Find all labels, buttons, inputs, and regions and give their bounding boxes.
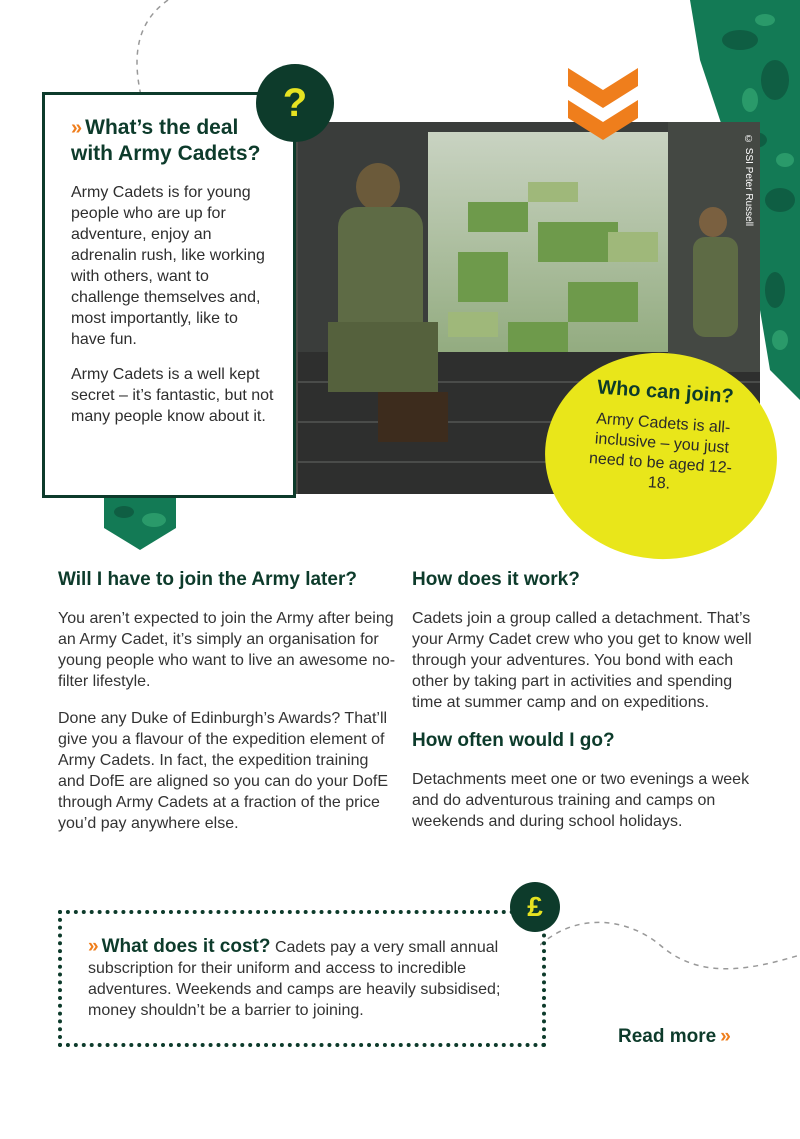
cost-box — [58, 910, 546, 1047]
how-it-works-paragraph: Cadets join a group called a detachment. That’s your Army Cadet crew who you get to know well through your adventures. You bond with each other by taking part in activities and spending time at summer camp and on expeditions. — [412, 610, 752, 711]
right-column — [412, 568, 762, 848]
who-title: Who can join? — [596, 376, 735, 408]
question-mark-icon: ? — [282, 80, 308, 125]
question-mark-badge — [256, 64, 334, 142]
double-arrow-icon: » — [720, 1026, 728, 1047]
dashed-line-decoration — [540, 900, 800, 1000]
intro-paragraph: Army Cadets is for young people who are up for adventure, enjoy an adrenalin rush, like working with others, want to challenge themselves and, most importantly, like to have fun. — [71, 184, 265, 348]
photo-credit: © SSI Peter Russell — [743, 134, 754, 227]
left-paragraph: Done any Duke of Edinburgh’s Awards? That’ll give you a flavour of the expedition element of Army Cadets. In fact, the expedition training and DofE are aligned so you can do your DofE through Army Cadets at a fraction of the price you’d pay anywhere else. — [58, 710, 388, 832]
left-column — [58, 568, 398, 850]
pound-badge — [510, 882, 560, 932]
cost-text-block — [88, 936, 512, 1021]
how-often-heading: How often would I go? — [412, 730, 615, 751]
cost-text: Cadets pay a very small annual subscription for their uniform and access to incredible adventures. Weekends and camps are heavily subsidised; money shouldn’t be a barrier to joining. — [88, 939, 501, 1019]
double-arrow-icon: » — [71, 117, 80, 139]
how-often-paragraph: Detachments meet one or two evenings a week and do adventurous training and camps on weekends and during school holidays. — [412, 771, 750, 830]
dashed-line-decoration — [120, 0, 180, 100]
intro-title — [71, 115, 275, 166]
join-army-heading: Will I have to join the Army later? — [58, 569, 357, 590]
who-text: Army Cadets is all-inclusive – you just need to be aged 12-18. — [588, 410, 733, 493]
cost-title: What does it cost? — [101, 936, 271, 957]
intro-box — [42, 92, 296, 498]
intro-paragraph: Army Cadets is a well kept secret – it’s fantastic, but not many people know about it. — [71, 366, 274, 425]
intro-title-text: What’s the deal with Army Cadets? — [71, 116, 261, 165]
double-arrow-icon: » — [88, 936, 96, 957]
how-it-works-heading: How does it work? — [412, 569, 580, 590]
read-more-link[interactable] — [618, 1026, 728, 1048]
camo-pointer-decoration — [104, 498, 176, 550]
left-paragraph: You aren’t expected to join the Army after being an Army Cadet, it’s simply an organisation for young people who want to live an awesome no-filter lifestyle. — [58, 610, 396, 690]
chevron-down-icon — [568, 68, 638, 140]
read-more-label: Read more — [618, 1026, 717, 1047]
pound-icon: £ — [527, 891, 543, 922]
